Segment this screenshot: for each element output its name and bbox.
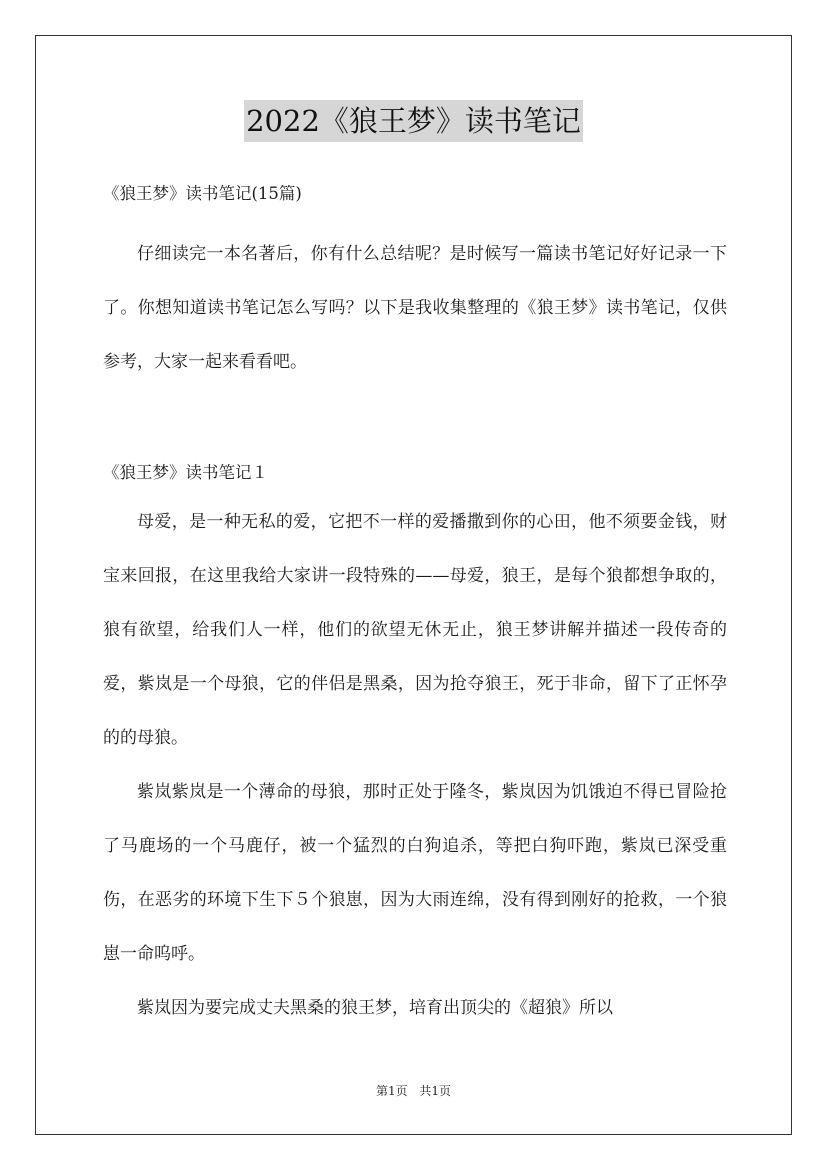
section-heading: 《狼王梦》读书笔记１: [103, 463, 268, 482]
page-footer: [0, 1082, 827, 1099]
intro-paragraph: 仔细读完一本名著后，你有什么总结呢？是时候写一篇读书笔记好好记录一下了。你想知道读书笔记怎么写吗？以下是我收集整理的《狼王梦》读书笔记，仅供参考，大家一起来看看吧。: [103, 244, 727, 372]
document-subtitle: 《狼王梦》读书笔记(15篇): [103, 184, 302, 203]
spacer: [103, 216, 727, 227]
spacer: [103, 389, 727, 451]
title-container: [0, 100, 827, 142]
body-paragraph: 紫岚因为要完成丈夫黑桑的狼王梦，培育出顶尖的《超狼》所以: [137, 998, 613, 1018]
document-title: 2022《狼王梦》读书笔记: [244, 100, 583, 142]
page-total: 共1页: [419, 1084, 452, 1098]
document-body: [103, 172, 727, 1035]
page-number: 第1页: [375, 1084, 408, 1098]
body-paragraph: 紫岚紫岚是一个薄命的母狼，那时正处于隆冬，紫岚因为饥饿迫不得已冒险抢了马鹿场的一个马鹿仔，被一个猛烈的白狗追杀，等把白狗吓跑，紫岚已深受重伤，在恶劣的环境下生下５个狼崽，因为大雨连绵，没有得到刚好的抢救，一个狼崽一命呜呼。: [103, 782, 727, 964]
body-paragraph: 母爱，是一种无私的爱，它把不一样的爱播撒到你的心田，他不须要金钱，财宝来回报，在这里我给大家讲一段特殊的——母爱，狼王，是每个狼都想争取的，狼有欲望，给我们人一样，他们的欲望无休无止，狼王梦讲解并描述一段传奇的爱，紫岚是一个母狼，它的伴侣是黑桑，因为抢夺狼王，死于非命，留下了正怀孕的的母狼。: [103, 512, 727, 748]
